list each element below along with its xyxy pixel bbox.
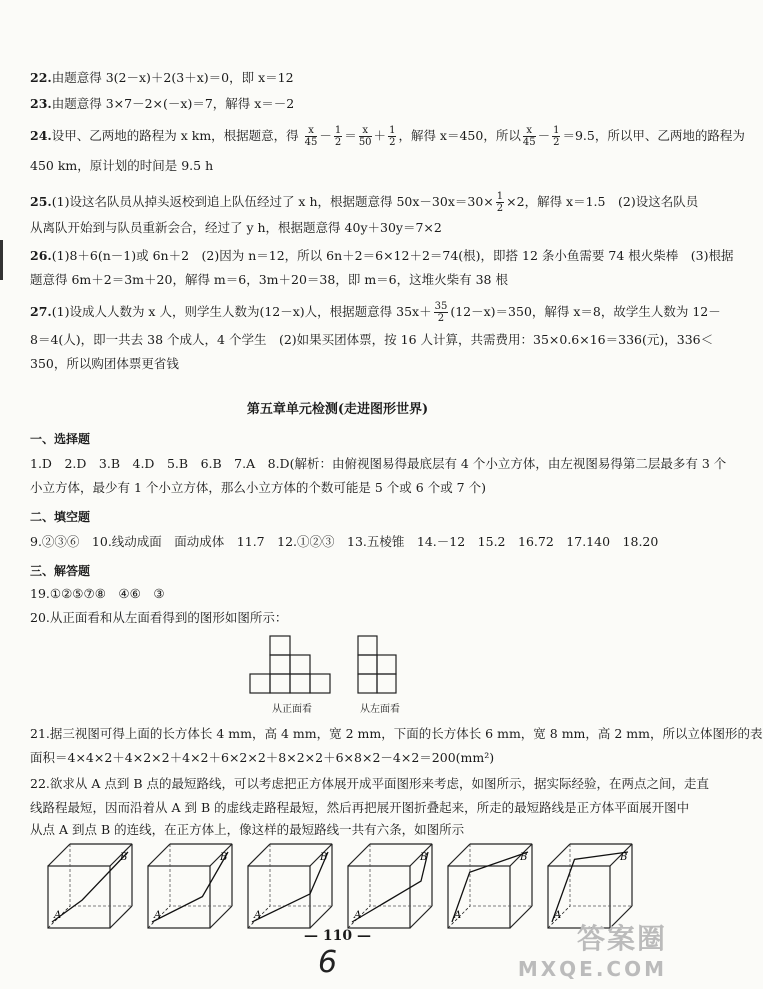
answer-19: 19.①②⑤⑦⑧ ④⑥ ③ xyxy=(30,586,165,601)
choice-answers-line2: 小立方体，最少有 1 个小立方体，那么小立方体的个数可能是 5 个或 6 个或 7 个) xyxy=(30,480,486,495)
left-view-caption: 从左面看 xyxy=(360,704,400,715)
left-view-figure xyxy=(352,634,402,696)
cube-edge xyxy=(248,844,270,866)
answer-22b-line3: 从点 A 到点 B 的连线，在正方体上，像这样的最短路线一共有六条，如图所示 xyxy=(30,822,465,837)
answer-text: 由题意得 3(2－x)＋2(3＋x)＝0，即 x＝12 xyxy=(51,70,294,85)
fraction xyxy=(388,125,396,148)
numerator: 35 xyxy=(434,301,448,312)
numerator: x xyxy=(305,125,318,137)
answer-number: 22. xyxy=(30,70,52,85)
text-segment: － xyxy=(537,128,551,143)
choice-answers-line1: 1.D 2.D 3.B 4.D 5.B 6.B 7.A 8.D(解析：由俯视图易得最底层有 4 个小立方体，由左视图易得第二层最多有 3 个 xyxy=(30,456,727,471)
front-view-figure xyxy=(248,634,338,696)
cube-edge xyxy=(548,844,570,866)
answer-26-line2: 题意得 6m＋2＝3m＋20，解得 m＝6，3m＋20＝38，即 m＝6，这堆火柴有 38 根 xyxy=(30,272,508,287)
watermark-url: MXQE.COM xyxy=(517,957,667,981)
denominator: 50 xyxy=(358,137,372,148)
fraction xyxy=(496,191,504,214)
section-heading-choice: 一、选择题 xyxy=(30,432,91,446)
cube-edge xyxy=(348,844,370,866)
denominator: 45 xyxy=(304,137,318,148)
watermark-logo-text: 答案圈 xyxy=(576,922,667,955)
shortest-path-line xyxy=(152,852,228,922)
denominator: 2 xyxy=(553,137,560,148)
answer-text: 由题意得 3×7－2×(－x)＝7，解得 x＝－2 xyxy=(51,96,295,111)
fraction xyxy=(334,125,342,148)
text-segment: ＋ xyxy=(373,128,387,143)
fraction xyxy=(305,125,318,148)
numerator: 1 xyxy=(496,191,504,202)
shortest-path-line xyxy=(552,852,628,922)
text-segment: ＝ xyxy=(344,128,357,143)
point-b-label: B xyxy=(220,852,228,863)
cube-edge xyxy=(310,906,332,928)
answer-24-line1 xyxy=(30,124,745,148)
fraction xyxy=(523,125,536,148)
text-segment: － xyxy=(319,128,332,143)
text-segment: (1)设这名队员从掉头返校到追上队伍经过了 x h，根据题意得 50x－30x＝30× xyxy=(51,194,494,209)
numerator: x xyxy=(359,125,372,137)
point-a-label: A xyxy=(554,910,562,921)
point-a-label: A xyxy=(154,910,162,921)
numerator: x xyxy=(523,125,536,137)
denominator: 2 xyxy=(437,313,445,324)
text-segment: ×2，解得 x＝1.5 (2)设这名队员 xyxy=(506,194,699,209)
point-a-label: A xyxy=(54,910,62,921)
denominator: 2 xyxy=(334,137,342,148)
cube-edge xyxy=(448,844,470,866)
handwritten-mark: 6 xyxy=(318,945,338,980)
point-a-label: A xyxy=(254,910,262,921)
answer-23 xyxy=(30,92,657,116)
shortest-path-line xyxy=(252,852,328,922)
answer-number: 27. xyxy=(30,304,52,319)
point-a-label: A xyxy=(354,910,362,921)
answer-20: 20.从正面看和从左面看得到的图形如图所示： xyxy=(30,610,288,625)
text-segment: 设甲、乙两地的路程为 x km，根据题意，得 xyxy=(51,128,299,143)
cube-edge xyxy=(210,906,232,928)
cube-edge xyxy=(110,906,132,928)
fraction xyxy=(359,125,372,148)
cube-edge xyxy=(148,844,170,866)
answer-number: 24. xyxy=(30,128,52,143)
shortest-path-line xyxy=(52,852,128,922)
section-heading-fill: 二、填空题 xyxy=(30,510,91,524)
front-view-caption: 从正面看 xyxy=(272,704,312,715)
answer-22b-line1: 22.欲求从 A 点到 B 点的最短路线，可以考虑把正方体展开成平面图形来考虑，如图所示，据实际经验，在两点之间，走直 xyxy=(30,776,709,791)
numerator: 1 xyxy=(389,125,396,136)
answer-number: 26. xyxy=(30,248,52,263)
cube-edge xyxy=(410,906,432,928)
page-number: — 110 — xyxy=(304,928,371,944)
text-segment: ＝9.5，所以甲、乙两地的路程为 xyxy=(562,128,745,143)
answer-27-line2: 8＝4(人)，即一共去 38 个成人，4 个学生 (2)如果买团体票，按 16 人计算，共需费用：35×0.6×16＝336(元)，336＜ xyxy=(30,332,714,347)
answer-22 xyxy=(30,66,657,90)
denominator: 2 xyxy=(496,203,504,214)
chapter-title: 第五章单元检测(走进图形世界) xyxy=(246,402,429,417)
fraction xyxy=(434,301,449,324)
text-segment: (1)设成人人数为 x 人，则学生人数为(12－x)人，根据题意得 35x＋ xyxy=(51,304,432,319)
fraction xyxy=(552,125,560,148)
text-segment: (12－x)＝350，解得 x＝8，故学生人数为 12－ xyxy=(450,304,721,319)
point-b-label: B xyxy=(420,852,428,863)
text-segment: ，解得 x＝450，所以 xyxy=(398,128,521,143)
answer-25-line2: 从离队开始到与队员重新会合，经过了 y h，根据题意得 40y＋30y＝7×2 xyxy=(30,220,442,235)
answer-number: 23. xyxy=(30,96,52,111)
answer-21-line2: 面积＝4×4×2＋4×2×2＋4×2＋6×2×2＋8×2×2＋6×8×2－4×2＝200(mm²) xyxy=(30,750,495,765)
watermark xyxy=(518,917,667,981)
point-b-label: B xyxy=(620,852,628,863)
answer-number: 25. xyxy=(30,194,52,209)
answer-21-line1: 21.据三视图可得上面的长方体长 4 mm，高 4 mm，宽 2 mm，下面的长方体长 6 mm，宽 8 mm，高 2 mm，所以立体图形的表 xyxy=(30,726,763,741)
point-b-label: B xyxy=(520,852,528,863)
section-heading-solve: 三、解答题 xyxy=(30,564,91,578)
shortest-path-line xyxy=(352,852,428,922)
text-segment: (1)8＋6(n－1)或 6n＋2 (2)因为 n＝12，所以 6n＋2＝6×12＋2＝74(根)，即搭 12 条小鱼需要 74 根火柴棒 (3)根据 xyxy=(51,248,734,263)
fill-answers: 9.②③⑥ 10.线动成面 面动成体 11.7 12.①②③ 13.五棱锥 14.－12 15.2 16.72 17.140 18.20 xyxy=(30,534,659,549)
denominator: 2 xyxy=(389,137,396,148)
point-a-label: A xyxy=(454,910,462,921)
point-b-label: B xyxy=(320,852,328,863)
point-b-label: B xyxy=(120,852,128,863)
denominator: 45 xyxy=(522,137,536,148)
answer-24-line2: 450 km，原计划的时间是 9.5 h xyxy=(30,158,214,173)
numerator: 1 xyxy=(334,125,342,136)
scan-edge-mark xyxy=(0,240,3,280)
answer-26-line1 xyxy=(30,244,734,268)
numerator: 1 xyxy=(553,125,560,136)
shortest-path-line xyxy=(452,852,528,922)
answer-27-line3: 350，所以购团体票更省钱 xyxy=(30,356,179,371)
answer-25-line1 xyxy=(30,190,699,214)
cube-edge xyxy=(48,844,70,866)
answer-27-line1 xyxy=(30,300,721,324)
answer-22b-line2: 线路程最短，因而沿着从 A 到 B 的虚线走路程最短，然后再把展开图折叠起来，所走的最短路线是正方体平面展开图中 xyxy=(30,800,690,815)
